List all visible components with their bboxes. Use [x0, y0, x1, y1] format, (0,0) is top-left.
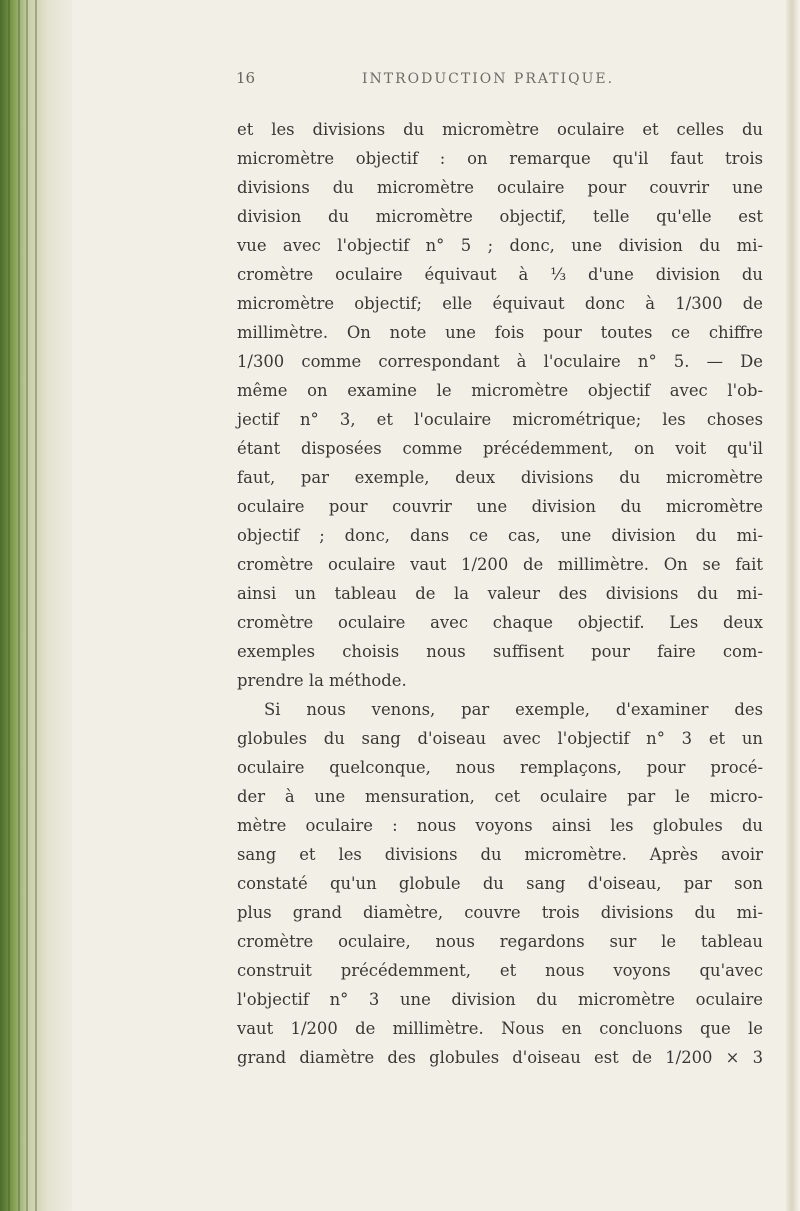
text-line: Si nous venons, par exemple, d'examiner des	[264, 700, 763, 719]
text-line: l'objectif n° 3 une division du micromètre oculaire	[237, 990, 763, 1009]
text-line: objectif ; donc, dans ce cas, une division du mi-	[237, 526, 763, 545]
text-line: mètre oculaire : nous voyons ainsi les globules du	[237, 816, 763, 835]
binding-streak	[18, 0, 20, 1211]
text-line: prendre la méthode.	[237, 671, 407, 690]
text-line: vaut 1/200 de millimètre. Nous en concluons que le	[237, 1019, 763, 1038]
text-line: oculaire quelconque, nous remplaçons, pour procé-	[237, 758, 763, 777]
binding-streak	[8, 0, 10, 1211]
text-line: cromètre oculaire, nous regardons sur le tableau	[237, 932, 763, 951]
text-line: jectif n° 3, et l'oculaire micrométrique; les choses	[237, 410, 763, 429]
text-line: grand diamètre des globules d'oiseau est de 1/200 × 3	[237, 1048, 763, 1067]
text-line: globules du sang d'oiseau avec l'objectif n° 3 et un	[237, 729, 763, 748]
book-binding-edge	[0, 0, 72, 1211]
text-line: micromètre objectif : on remarque qu'il faut trois	[237, 149, 763, 168]
text-line: et les divisions du micromètre oculaire et celles du	[237, 120, 763, 139]
text-line: sang et les divisions du micromètre. Après avoir	[237, 845, 763, 864]
text-line: division du micromètre objectif, telle qu'elle est	[237, 207, 763, 226]
binding-streak	[26, 0, 28, 1211]
binding-streak	[35, 0, 37, 1211]
text-line: cromètre oculaire avec chaque objectif. Les deux	[237, 613, 763, 632]
running-head: INTRODUCTION PRATIQUE.	[362, 71, 615, 87]
text-line: vue avec l'objectif n° 5 ; donc, une division du mi-	[237, 236, 763, 255]
text-line: oculaire pour couvrir une division du micromètre	[237, 497, 763, 516]
text-line: même on examine le micromètre objectif avec l'ob-	[237, 381, 763, 400]
text-line: cromètre oculaire vaut 1/200 de millimètre. On se fait	[237, 555, 763, 574]
text-line: millimètre. On note une fois pour toutes ce chiffre	[237, 323, 763, 342]
page-number: 16	[236, 69, 256, 87]
body-text	[237, 115, 763, 1072]
page-header	[236, 69, 716, 95]
text-line: micromètre objectif; elle équivaut donc à 1/300 de	[237, 294, 763, 313]
text-line: cromètre oculaire équivaut à ⅓ d'une division du	[237, 265, 763, 284]
text-line: ainsi un tableau de la valeur des divisions du mi-	[237, 584, 763, 603]
text-line: der à une mensuration, cet oculaire par le micro-	[237, 787, 763, 806]
text-line: étant disposées comme précédemment, on voit qu'il	[237, 439, 763, 458]
text-line: plus grand diamètre, couvre trois divisions du mi-	[237, 903, 763, 922]
text-line: construit précédemment, et nous voyons qu'avec	[237, 961, 763, 980]
text-line: 1/300 comme correspondant à l'oculaire n° 5. — De	[237, 352, 763, 371]
text-line: constaté qu'un globule du sang d'oiseau, par son	[237, 874, 763, 893]
text-line: faut, par exemple, deux divisions du micromètre	[237, 468, 763, 487]
page-right-edge	[786, 0, 800, 1211]
text-line: exemples choisis nous suffisent pour faire com-	[237, 642, 763, 661]
text-line: divisions du micromètre oculaire pour couvrir une	[237, 178, 763, 197]
